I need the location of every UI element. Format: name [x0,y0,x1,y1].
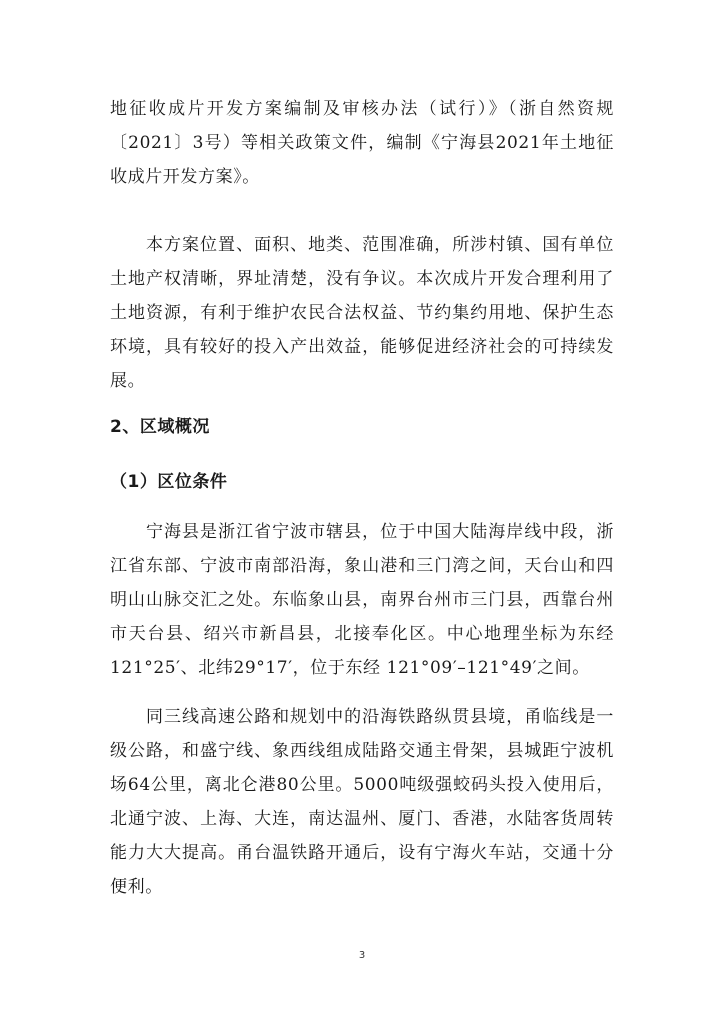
paragraph-plan-summary: 本方案位置、面积、地类、范围准确，所涉村镇、国有单位土地产权清晰，界址清楚，没有争议。本次成片开发合理利用了土地资源，有利于维护农民合法权益、节约集约用地、保护生态环境，具有较好的投入产出效益，能够促进经济社会的可持续发展。 [110,235,614,391]
paragraph-transportation: 同三线高速公路和规划中的沿海铁路纵贯县境，甬临线是一级公路，和盛宁线、象西线组成陆路交通主骨架，县城距宁波机场64公里，离北仑港80公里。5000吨级强蛟码头投入使用后，北通宁波、上海、大连，南达温州、厦门、香港，水陆客货周转能力大大提高。甬台温铁路开通后，设有宁海火车站，交通十分便利。 [110,707,614,897]
page-number: 3 [358,950,366,961]
subsection-heading: （1）区位条件 [110,472,228,492]
paragraph-policy-basis: 地征收成片开发方案编制及审核办法（试行）》（浙自然资规〔2021〕3号）等相关政策文件，编制《宁海县2021年土地征收成片开发方案》。 [110,99,614,187]
paragraph-location: 宁海县是浙江省宁波市辖县，位于中国大陆海岸线中段，浙江省东部、宁波市南部沿海，象山港和三门湾之间，天台山和四明山山脉交汇之处。东临象山县，南界台州市三门县，西靠台州市天台县、绍兴市新昌县，北接奉化区。中心地理坐标为东经121°25′、北纬29°17′，位于东经 121°09′–121°49′之间。 [110,522,614,678]
section-heading: 2、区域概况 [110,417,210,437]
